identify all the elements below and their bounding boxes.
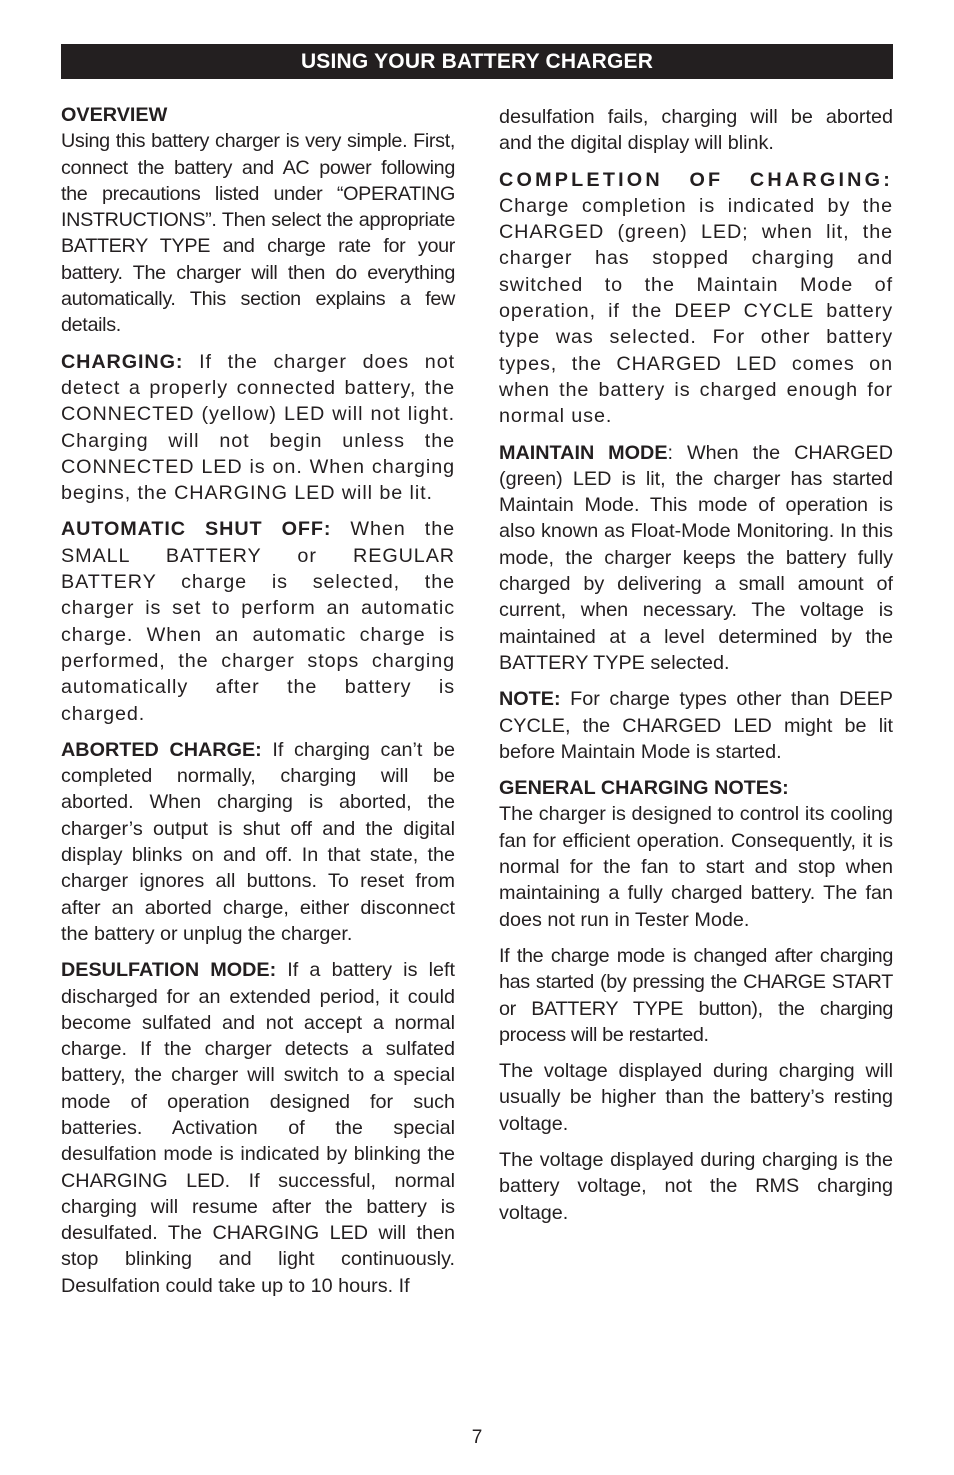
charge-mode-change-paragraph: If the charge mode is changed after charging has started (by pressing the CHARGE START or BATTERY TYPE button), the charging process will be restarted.	[499, 944, 893, 1046]
left-column	[61, 102, 455, 1309]
desulfation-mode-heading: DESULFATION MODE:	[61, 959, 277, 982]
completion-of-charging-text: Charge completion is indicated by the CHARGED (green) LED; when lit, the charger has stopped charging and switched to the Maintain Mode of operation, if the DEEP CYCLE battery type was selected. For other battery types, the CHARGED LED comes on when the battery is charged enough for normal use.	[499, 194, 893, 428]
maintain-mode-heading: MAINTAIN MODE	[499, 441, 668, 464]
note-heading: NOTE:	[499, 688, 561, 711]
charging-text: If the charger does not detect a properly connected battery, the CONNECTED (yellow) LED will not light. Charging will not begin unless the CONNECTED LED is on. When charging begins, the CHARGING LED will be lit.	[61, 350, 455, 505]
general-charging-notes-heading: GENERAL CHARGING NOTES:	[499, 777, 789, 800]
desulfation-mode-paragraph	[61, 957, 455, 1299]
overview-text: Using this battery charger is very simple. First, connect the battery and AC power following the precautions listed under “OPERATING INSTRUCTIONS”. Then select the appropriate BATTERY TYPE and charge rate for your battery. The charger will then do everything automatically. This section explains a few details.	[61, 130, 455, 337]
voltage-rms-paragraph: The voltage displayed during charging is the battery voltage, not the RMS charging voltage.	[499, 1148, 893, 1224]
right-column	[499, 104, 893, 1236]
general-charging-notes-text: The charger is designed to control its cooling fan for efficient operation. Consequently, it is normal for the fan to start and stop when maintaining a fully charged battery. The fan does not run in Tester Mode.	[499, 803, 893, 931]
section-title-banner: USING YOUR BATTERY CHARGER	[61, 44, 893, 79]
automatic-shut-off-text: When the SMALL BATTERY or REGULAR BATTERY charge is selected, the charger is set to perform an automatic charge. When an automatic charge is performed, the charger stops charging automatically after the battery is charged.	[61, 518, 455, 725]
desulfation-continued-paragraph: desulfation fails, charging will be aborted and the digital display will blink.	[499, 106, 893, 155]
completion-of-charging-heading: COMPLETION OF CHARGING:	[499, 168, 893, 191]
page-number: 7	[471, 1427, 483, 1448]
automatic-shut-off-paragraph	[61, 516, 455, 726]
overview-paragraph	[61, 102, 455, 339]
automatic-shut-off-heading: AUTOMATIC SHUT OFF:	[61, 518, 332, 541]
note-text: For charge types other than DEEP CYCLE, the CHARGED LED might be lit before Maintain Mode is started.	[499, 688, 893, 763]
desulfation-mode-text: If a battery is left discharged for an extended period, it could become sulfated and not accept a normal charge. If the charger detects a sulfated battery, the charger will switch to a special mode of operation designed for such batteries. Activation of the special desulfation mode is indicated by blinking the CHARGING LED. If successful, normal charging will resume after the battery is desulfated. The CHARGING LED will then stop blinking and light continuously. Desulfation could take up to 10 hours. If	[61, 959, 455, 1297]
aborted-charge-heading: ABORTED CHARGE:	[61, 738, 262, 761]
charging-heading: CHARGING:	[61, 350, 184, 373]
completion-of-charging-paragraph	[499, 167, 893, 430]
aborted-charge-paragraph	[61, 737, 455, 947]
aborted-charge-text: If charging can’t be completed normally, charging will be aborted. When charging is aborted, the charger’s output is shut off and the digital display blinks on and off. In that state, the charger ignores all buttons. To reset from after an aborted charge, either disconnect the battery or unplug the charger.	[61, 738, 455, 945]
note-paragraph	[499, 686, 893, 765]
maintain-mode-paragraph	[499, 440, 893, 677]
voltage-higher-paragraph: The voltage displayed during charging will usually be higher than the battery’s resting voltage.	[499, 1060, 893, 1135]
maintain-mode-text: : When the CHARGED (green) LED is lit, the charger has started Maintain Mode. This mode of operation is also known as Float-Mode Monitoring. In this mode, the charger keeps the battery fully charged by delivering a small amount of current, when necessary. The voltage is maintained at a level determined by the BATTERY TYPE selected.	[499, 441, 893, 674]
general-charging-notes-paragraph	[499, 775, 893, 933]
charging-paragraph	[61, 349, 455, 507]
overview-heading: OVERVIEW	[61, 104, 168, 126]
